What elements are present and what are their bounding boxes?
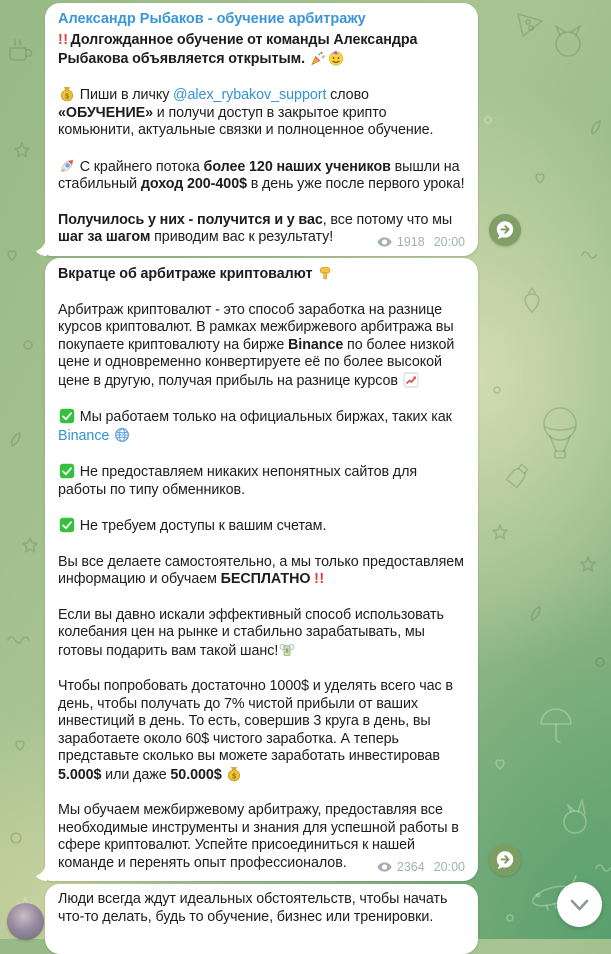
message-paragraph [58, 678, 465, 784]
message-paragraph [58, 554, 465, 589]
message-paragraph [58, 158, 465, 194]
message-time: 20:00 [433, 860, 465, 874]
text-run: слово [326, 87, 369, 103]
message-paragraph [58, 607, 465, 661]
rocket-icon [59, 158, 75, 174]
text-run [222, 767, 226, 783]
chevron-down-icon [557, 882, 602, 927]
svg-text:$: $ [64, 91, 70, 101]
text-link[interactable]: @alex_rybakov_support [173, 87, 327, 103]
globe-icon [114, 427, 130, 443]
text-run: Арбитраж криптовалют - это способ заработка на разнице курсов криптовалют. В рамках межбиржевого арбитража вы покупаете криптовалюту на бирже [58, 301, 454, 353]
text-run: , все потому что мы [322, 211, 453, 228]
text-run [109, 428, 113, 444]
text-run: более 120 наших учеников [203, 158, 391, 175]
check-mark-icon [59, 463, 75, 479]
message-bubble [45, 3, 478, 256]
text-run: и получи доступ в закрытое крипто комьюнити, актуальные связки и полноценное обучение. [58, 104, 434, 138]
text-run: или даже [101, 766, 171, 783]
text-run: 5.000$ [58, 766, 102, 783]
message-meta [377, 235, 465, 249]
message-paragraph [58, 32, 465, 68]
text-run: по более низкой цене и одновременно конвертируете её по более высокой цене в другую, получая прибыль на разнице курсов [58, 336, 455, 389]
text-run: 50.000$ [170, 766, 222, 783]
text-run: Вы все делаете самостоятельно, а мы только предоставляем информацию и обучаем [58, 553, 464, 587]
message-paragraph [58, 463, 465, 499]
money-with-wings-icon [279, 642, 295, 658]
discussion-button[interactable] [489, 214, 521, 246]
text-run: Чтобы попробовать достаточно 1000$ и уделять всего час в день, чтобы получать до 7% чистой прибыли от ваших инвестиций в день. То есть, совершив 3 круга в день, вы заработаете около 60$ чистого заработка. А теперь представьте сколько вы можете заработать инвестировав [58, 678, 453, 764]
text-run: вышли на стабильный [58, 158, 460, 192]
message-paragraph [58, 408, 465, 445]
chart-increasing-icon [403, 372, 419, 388]
scroll-to-bottom-button[interactable] [557, 882, 602, 927]
message-time: 20:00 [433, 234, 465, 249]
message-paragraph [58, 302, 465, 391]
text-run: С крайнего потока [76, 158, 204, 175]
text-run: доход 200-400$ [140, 176, 248, 192]
text-run: шаг за шагом [58, 229, 151, 245]
text-run: Не предоставляем никаких непонятных сайтов для работы по типу обменников. [58, 464, 418, 498]
check-mark-icon [59, 517, 75, 533]
message-paragraph [58, 265, 465, 284]
double-exclamation-icon: !! [314, 571, 325, 587]
text-run: Долгожданное обучение от команды Александра Рыбакова объявляется открытым. [58, 32, 418, 67]
text-run: Мы работаем только на официальных биржах, таких как [76, 409, 452, 425]
message-paragraph [58, 86, 465, 140]
channel-title[interactable]: Александр Рыбаков - обучение арбитражу [58, 11, 366, 27]
svg-text:$: $ [285, 648, 289, 655]
text-run: приводим вас к результату! [150, 229, 334, 245]
text-run: Вкратце об арбитраже криптовалют [58, 266, 317, 282]
moneybag-icon [59, 86, 75, 102]
bubble-tail [36, 865, 47, 881]
discussion-button[interactable] [489, 844, 521, 876]
message-bubble [45, 258, 478, 881]
message-paragraph [58, 517, 465, 536]
speech-bubble-arrow-icon [495, 850, 515, 870]
check-mark-icon [59, 408, 75, 424]
party-popper-icon [310, 50, 326, 66]
message-bubble [45, 884, 478, 954]
channel-avatar[interactable] [7, 903, 44, 940]
text-run: Binance [288, 336, 344, 353]
message-paragraph [58, 891, 465, 926]
views-count: 2364 [396, 860, 425, 874]
bubble-tail [36, 240, 47, 256]
point-down-icon [317, 265, 333, 281]
text-link[interactable]: Binance [58, 427, 110, 444]
text-run: «ОБУЧЕНИЕ» [58, 104, 154, 121]
text-run: Мы обучаем межбиржевому арбитражу, предоставляя все необходимые инструменты и знания для успешной работы в сфере криптовалют. Успейте присоединиться к нашей команде и перенять опыт профессионалов. [58, 802, 459, 871]
text-run: Получилось у них - получится и у вас [58, 211, 323, 228]
text-run: Люди всегда ждут идеальных обстоятельств, чтобы начать что-то делать, будь то обучение, бизнес или тренировки. [58, 891, 448, 925]
views-count: 1918 [396, 234, 425, 249]
text-run: в день уже после первого урока! [247, 176, 465, 192]
message-meta [377, 860, 465, 874]
text-run: Пиши в личку [76, 87, 174, 103]
text-run: Не требуем доступы к вашим счетам. [76, 518, 327, 534]
eye-icon [377, 862, 392, 872]
moneybag-icon [226, 766, 242, 782]
text-run: БЕСПЛАТНО [220, 571, 315, 587]
double-exclamation-icon: !! [58, 32, 69, 48]
speech-bubble-arrow-icon [495, 220, 515, 240]
eye-icon [377, 237, 392, 247]
text-run: Если вы давно искали эффективный способ использовать колебания цен на рынке и стабильно зарабатывать, мы готовы подарить вам такой шанс! [58, 606, 444, 659]
svg-text:$: $ [232, 770, 237, 780]
partying-face-icon [328, 50, 344, 66]
